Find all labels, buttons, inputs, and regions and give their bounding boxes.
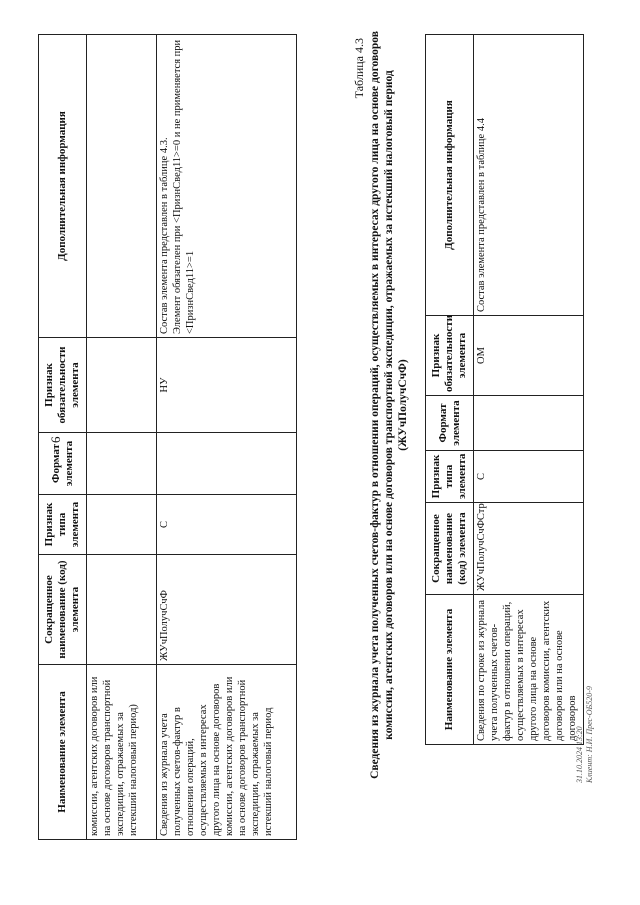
- table-row: [474, 35, 584, 745]
- cell-type: С: [474, 451, 584, 503]
- header-code: Сокращенное наименование (код) элемента: [426, 503, 474, 595]
- print-stamp: [575, 686, 595, 783]
- header-name: Наименование элемента: [426, 595, 474, 745]
- cell-code: [87, 555, 157, 665]
- cell-type: [87, 495, 157, 555]
- header-required: Признак обязательности элемента: [39, 338, 87, 433]
- cell-required: НУ: [157, 338, 297, 433]
- stamp-line: Клиент: Н.И. Прес-ОБ520-9: [585, 686, 594, 783]
- header-code: Сокращенное наименование (код) элемента: [39, 555, 87, 665]
- header-format: Формат элемента: [39, 433, 87, 495]
- cell-name: Сведения по строке из журнала учета полученных счетов-фактур в отношении операций, осуществляемых в интересах другого лица на основе договоров комиссии, агентских договоров или на основе договоров: [474, 595, 584, 745]
- stamp-line: 31.10.2024 13:20: [575, 726, 584, 783]
- header-required: Признак обязательности элемента: [426, 316, 474, 396]
- cell-info: Состав элемента представлен в таблице 4.4: [474, 35, 584, 316]
- cell-name: Сведения из журнала учета полученных счетов-фактур в отношении операций, осуществляемых в интересах другого лица на основе договоров комиссии, агентских договоров или на основе договоров транспортной экспедиции, отражаемых за истекший налоговый период: [157, 665, 297, 840]
- header-info: Дополнительная информация: [39, 35, 87, 338]
- cell-format: [474, 396, 584, 451]
- cell-code: ЖУчПолучСчФ: [157, 555, 297, 665]
- elements-table-continued: [38, 34, 297, 840]
- cell-code: ЖУчПолучСчФСтр: [474, 503, 584, 595]
- cell-required: ОМ: [474, 316, 584, 396]
- header-type: Признак типа элемента: [426, 451, 474, 503]
- cell-format: [157, 433, 297, 495]
- cell-info: Состав элемента представлен в таблице 4.3. Элемент обязателен при <ПризнСвед11>=0 и не применяется при <ПризнСвед11>=1: [157, 35, 297, 338]
- cell-required: [87, 338, 157, 433]
- cell-info: [87, 35, 157, 338]
- header-type: Признак типа элемента: [39, 495, 87, 555]
- cell-format: [87, 433, 157, 495]
- table-row: [157, 35, 297, 840]
- header-info: Дополнительная информация: [426, 35, 474, 316]
- page-number: 6: [48, 436, 63, 443]
- table-row: [87, 35, 157, 840]
- cell-name: комиссии, агентских договоров или на основе договоров транспортной экспедиции, отражаемых за истекший налоговый период): [87, 665, 157, 840]
- cell-type: С: [157, 495, 297, 555]
- header-name: Наименование элемента: [39, 665, 87, 840]
- elements-table: [425, 34, 584, 745]
- table-label: Таблица 4.3: [352, 38, 366, 99]
- table-title: Сведения из журнала учета полученных счетов-фактур в отношении операций, осуществляемых в интересах другого лица на основе договоров комиссии, агентских договоров или на основе договоров транспортной экспедиции, отражаемых за истекший налоговый период (ЖУчПолучСчФ): [369, 31, 409, 779]
- header-format: Формат элемента: [426, 396, 474, 451]
